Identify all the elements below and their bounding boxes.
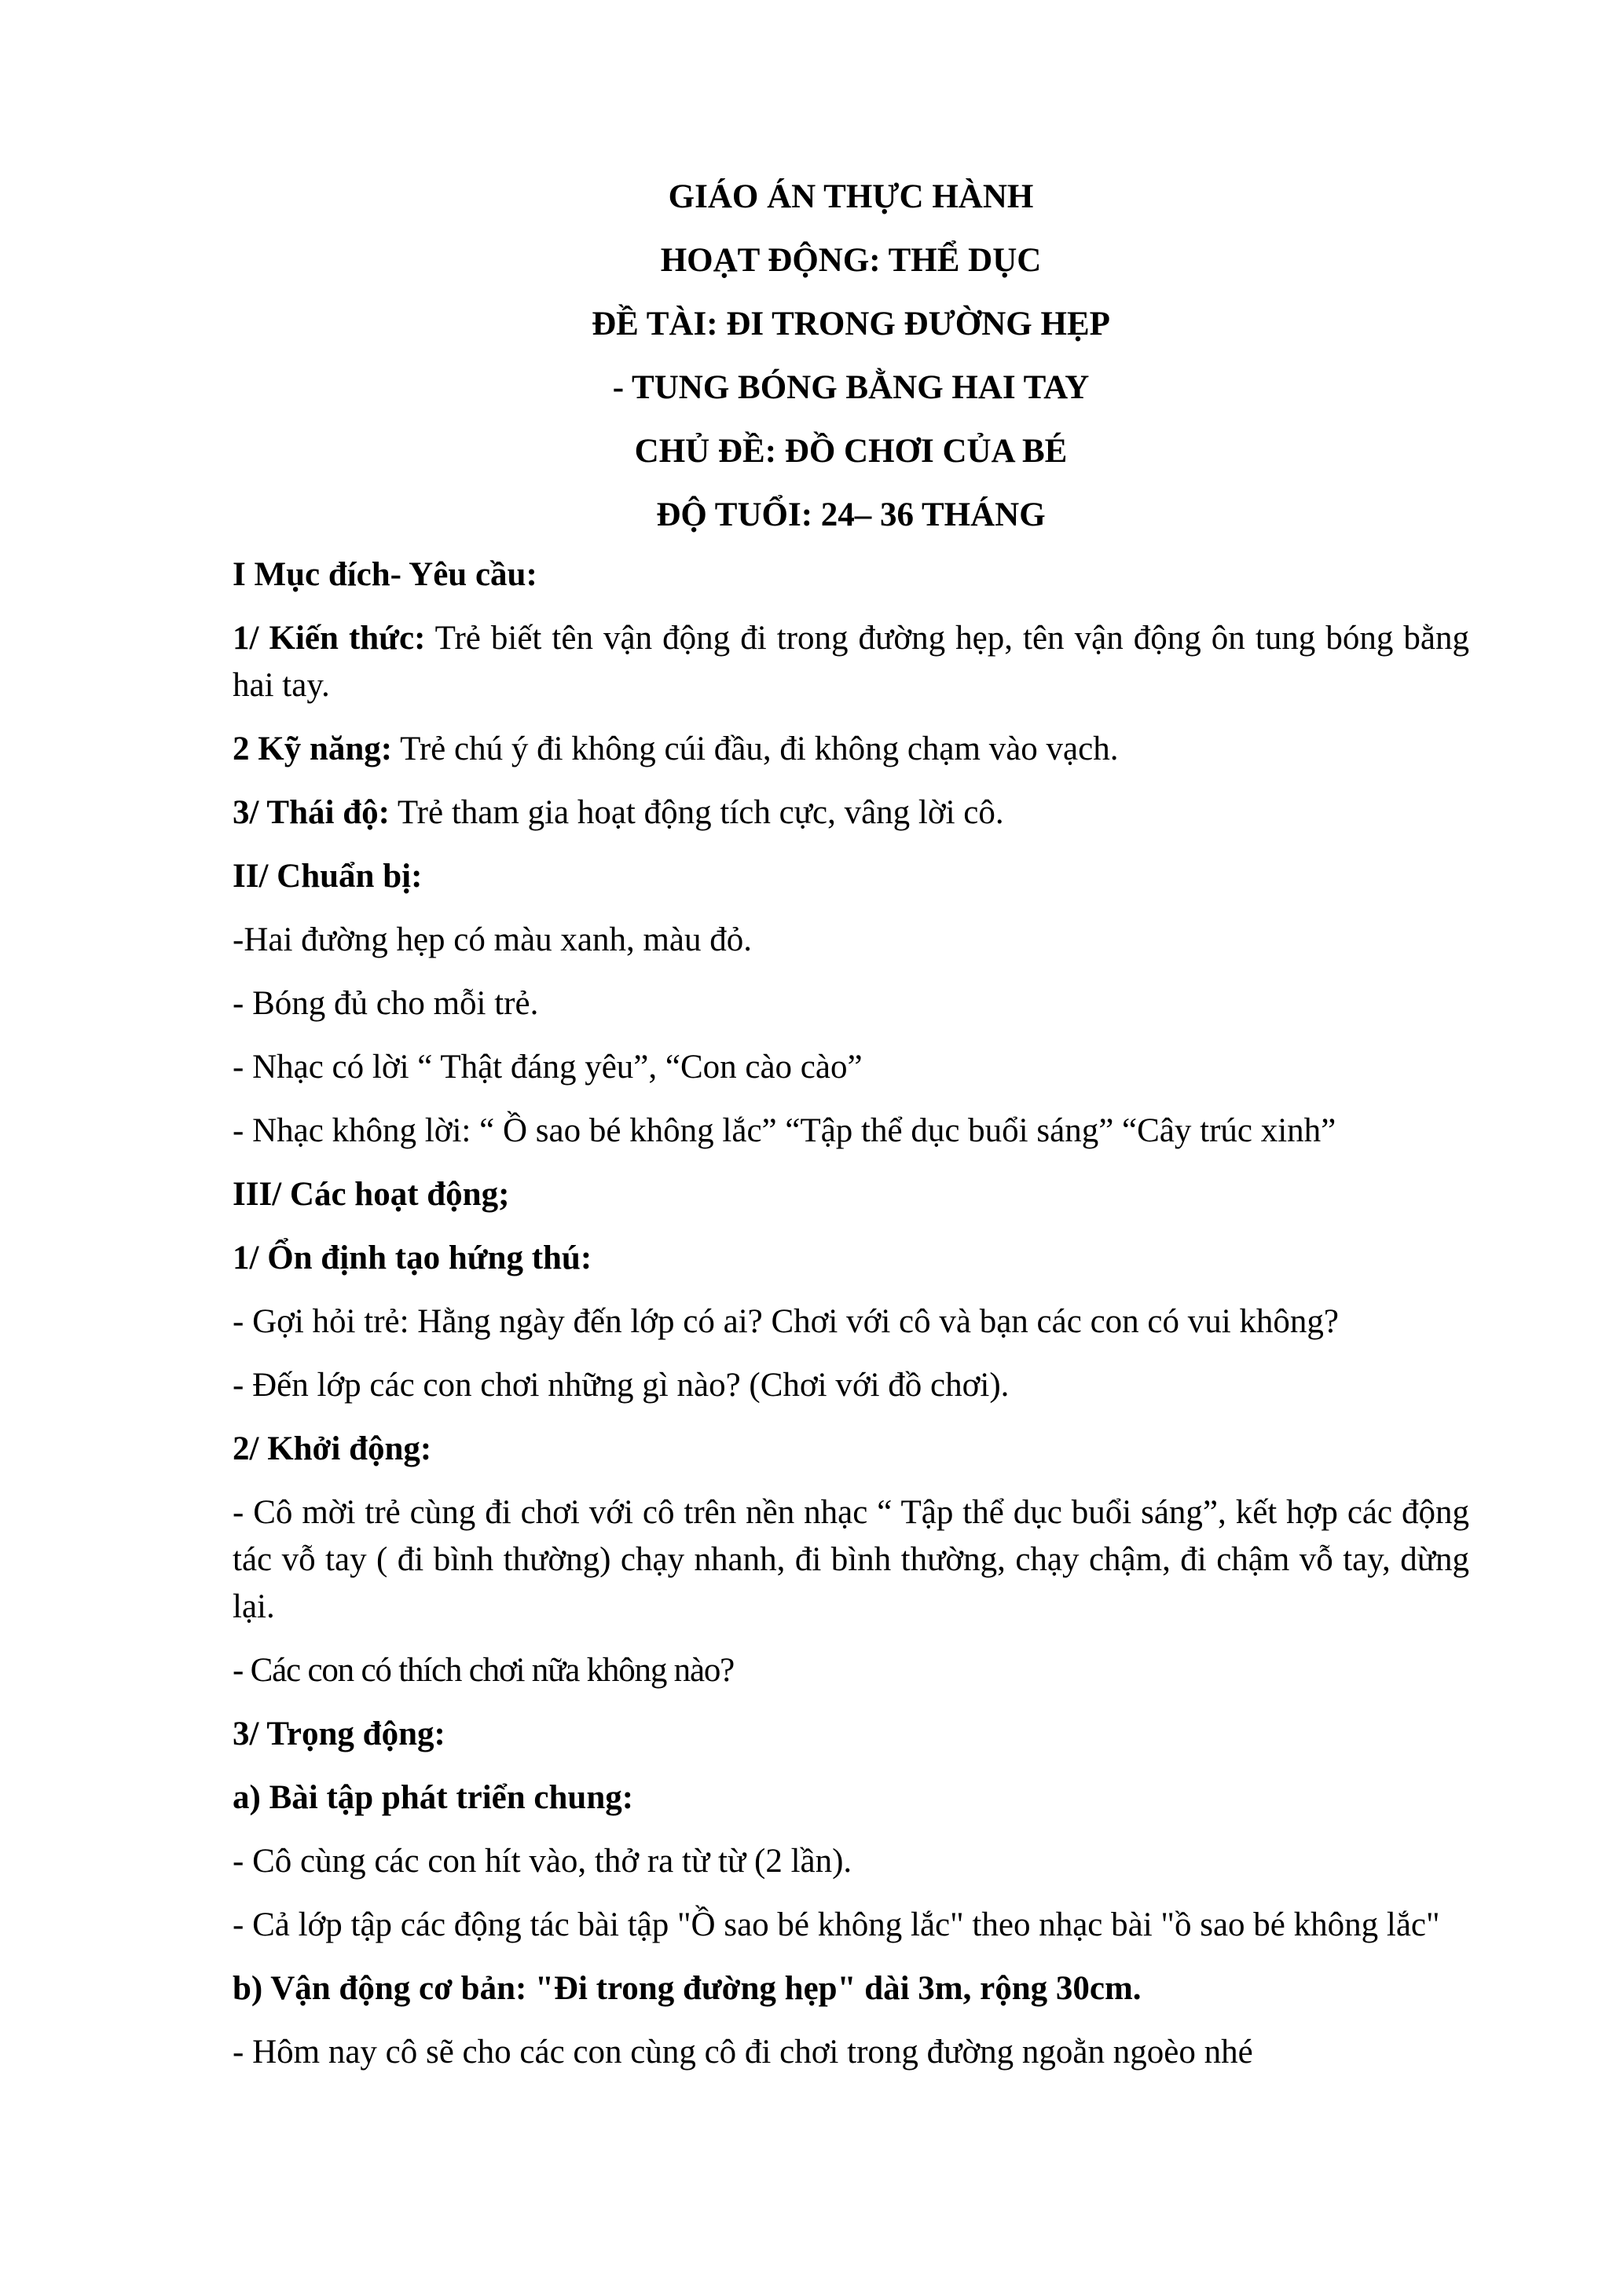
preparation-item: - Nhạc không lời: “ Ồ sao bé không lắc” “Tập thể dục buổi sáng” “Cây trúc xinh” bbox=[233, 1112, 1336, 1149]
objective-skill-text: Trẻ chú ý đi không cúi đầu, đi không chạm vào vạch. bbox=[392, 731, 1119, 767]
objective-attitude-label: 3/ Thái độ: bbox=[233, 794, 390, 831]
activity-item: - Cả lớp tập các động tác bài tập "Ồ sao bé không lắc" theo nhạc bài "ồ sao bé không lắc" bbox=[233, 1906, 1440, 1943]
title-line-subtopic: - TUNG BÓNG BẰNG HAI TAY bbox=[612, 369, 1090, 406]
activity-heading-main: 3/ Trọng động: bbox=[233, 1716, 445, 1752]
objective-attitude bbox=[233, 789, 1469, 837]
section-heading-objectives: I Mục đích- Yêu cầu: bbox=[233, 556, 537, 593]
title-line-topic: ĐỀ TÀI: ĐI TRONG ĐƯỜNG HẸP bbox=[592, 306, 1110, 342]
activity-item: - Các con có thích chơi nữa không nào? bbox=[233, 1652, 735, 1689]
objective-skill-label: 2 Kỹ năng: bbox=[233, 731, 393, 767]
activity-item: - Cô mời trẻ cùng đi chơi với cô trên nền nhạc “ Tập thể dục buổi sáng”, kết hợp các động tác vỗ tay ( đi bình thường) chạy nhanh, đi bình thường, chạy chậm, đi chậm vỗ tay, dừng lại. bbox=[233, 1494, 1469, 1625]
activity-item: - Gợi hỏi trẻ: Hằng ngày đến lớp có ai? Chơi với cô và bạn các con có vui không? bbox=[233, 1303, 1340, 1340]
lesson-body bbox=[233, 551, 1469, 2076]
preparation-item: - Bóng đủ cho mỗi trẻ. bbox=[233, 985, 539, 1022]
activity-item: - Đến lớp các con chơi những gì nào? (Chơi với đồ chơi). bbox=[233, 1367, 1010, 1404]
objective-knowledge-label: 1/ Kiến thức: bbox=[233, 620, 426, 657]
activity-item: - Cô cùng các con hít vào, thở ra từ từ (2 lần). bbox=[233, 1843, 852, 1880]
activity-heading-warmup: 2/ Khởi động: bbox=[233, 1430, 432, 1467]
title-line-age: ĐỘ TUỔI: 24– 36 THÁNG bbox=[656, 496, 1046, 533]
activity-heading-basic-movement: b) Vận động cơ bản: "Đi trong đường hẹp" dài 3m, rộng 30cm. bbox=[233, 1970, 1142, 2007]
section-heading-preparation: II/ Chuẩn bị: bbox=[233, 858, 423, 895]
lesson-title-block bbox=[233, 165, 1469, 547]
section-heading-activities: III/ Các hoạt động; bbox=[233, 1176, 510, 1213]
objective-skill bbox=[233, 726, 1469, 773]
preparation-item: - Nhạc có lời “ Thật đáng yêu”, “Con cào cào” bbox=[233, 1049, 863, 1086]
activity-heading-general-exercise: a) Bài tập phát triển chung: bbox=[233, 1779, 634, 1816]
objective-attitude-text: Trẻ tham gia hoạt động tích cực, vâng lời cô. bbox=[389, 794, 1004, 831]
objective-knowledge bbox=[233, 615, 1469, 709]
document-content bbox=[233, 165, 1469, 2093]
preparation-item: -Hai đường hẹp có màu xanh, màu đỏ. bbox=[233, 921, 753, 958]
objective-knowledge-text: Trẻ biết tên vận động đi trong đường hẹp, tên vận động ôn tung bóng bằng hai tay. bbox=[233, 620, 1469, 704]
title-line-lesson-plan: GIÁO ÁN THỰC HÀNH bbox=[668, 178, 1034, 215]
title-line-theme: CHỦ ĐỀ: ĐỒ CHƠI CỦA BÉ bbox=[634, 433, 1068, 470]
activity-heading-warmup-interest: 1/ Ổn định tạo hứng thú: bbox=[233, 1240, 592, 1276]
title-line-activity: HOẠT ĐỘNG: THỂ DỤC bbox=[660, 242, 1042, 279]
activity-item: - Hôm nay cô sẽ cho các con cùng cô đi chơi trong đường ngoằn ngoèo nhé bbox=[233, 2034, 1253, 2071]
